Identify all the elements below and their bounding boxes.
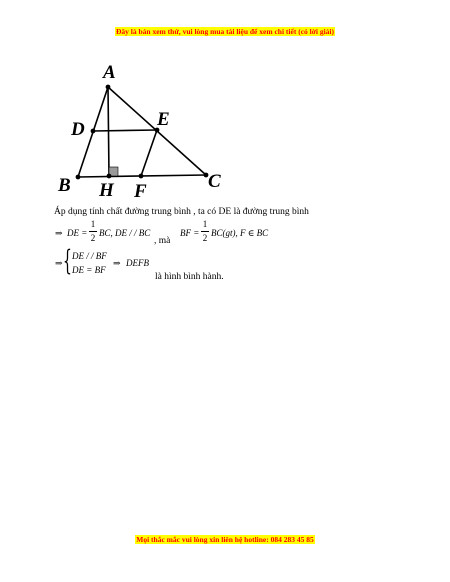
hotline-text: Mọi thắc mắc vui lòng xin liên hệ hotline: 084 283 45 85 — [136, 535, 314, 544]
system-line-2: DE = BF — [72, 265, 106, 275]
point-a — [106, 85, 111, 90]
hotline-banner — [0, 535, 450, 544]
point-b — [76, 175, 81, 180]
label-e: E — [157, 109, 170, 130]
conclusion-text: là hình bình hành. — [155, 272, 224, 282]
label-b: B — [58, 175, 71, 196]
preview-notice-text: Đây là bản xem thử, vui lòng mua tài liệu để xem chi tiết (có lời giải) — [115, 27, 335, 36]
bf-equation-lhs: BF = — [180, 228, 200, 238]
triangle-figure — [50, 58, 240, 208]
label-h: H — [99, 180, 114, 201]
point-f — [139, 174, 144, 179]
system-brace: { — [63, 244, 72, 277]
half-denominator-1: 2 — [90, 233, 96, 243]
label-f: F — [134, 181, 147, 202]
half-numerator-2: 1 — [202, 219, 208, 229]
segment-ef — [141, 130, 157, 176]
half-numerator-1: 1 — [90, 219, 96, 229]
preview-notice-banner — [0, 27, 450, 36]
quadrilateral-name: DEFB — [126, 258, 149, 268]
solution-intro: Áp dụng tính chất đường trung bình , ta có DE là đường trung bình — [54, 207, 309, 217]
segment-de — [93, 130, 157, 131]
de-equation-lhs: DE = — [67, 228, 88, 238]
label-c: C — [208, 171, 221, 192]
system-line-1: DE / / BF — [72, 251, 107, 261]
implies-arrow-3: ⇒ — [113, 258, 121, 268]
implies-arrow-1: ⇒ — [55, 228, 63, 238]
implies-arrow-2: ⇒ — [55, 258, 63, 268]
fraction-bar-1 — [89, 231, 97, 232]
de-equation-rhs: BC, DE / / BC — [99, 228, 151, 238]
label-d: D — [71, 119, 85, 140]
label-a: A — [103, 62, 116, 83]
half-denominator-2: 2 — [202, 233, 208, 243]
fraction-bar-2 — [201, 231, 209, 232]
point-h — [107, 174, 112, 179]
point-d — [91, 129, 96, 134]
ma-connector: , mà — [154, 236, 171, 246]
segment-ah — [108, 87, 109, 176]
bf-equation-rhs: BC(gt), F ∈ BC — [211, 228, 269, 238]
